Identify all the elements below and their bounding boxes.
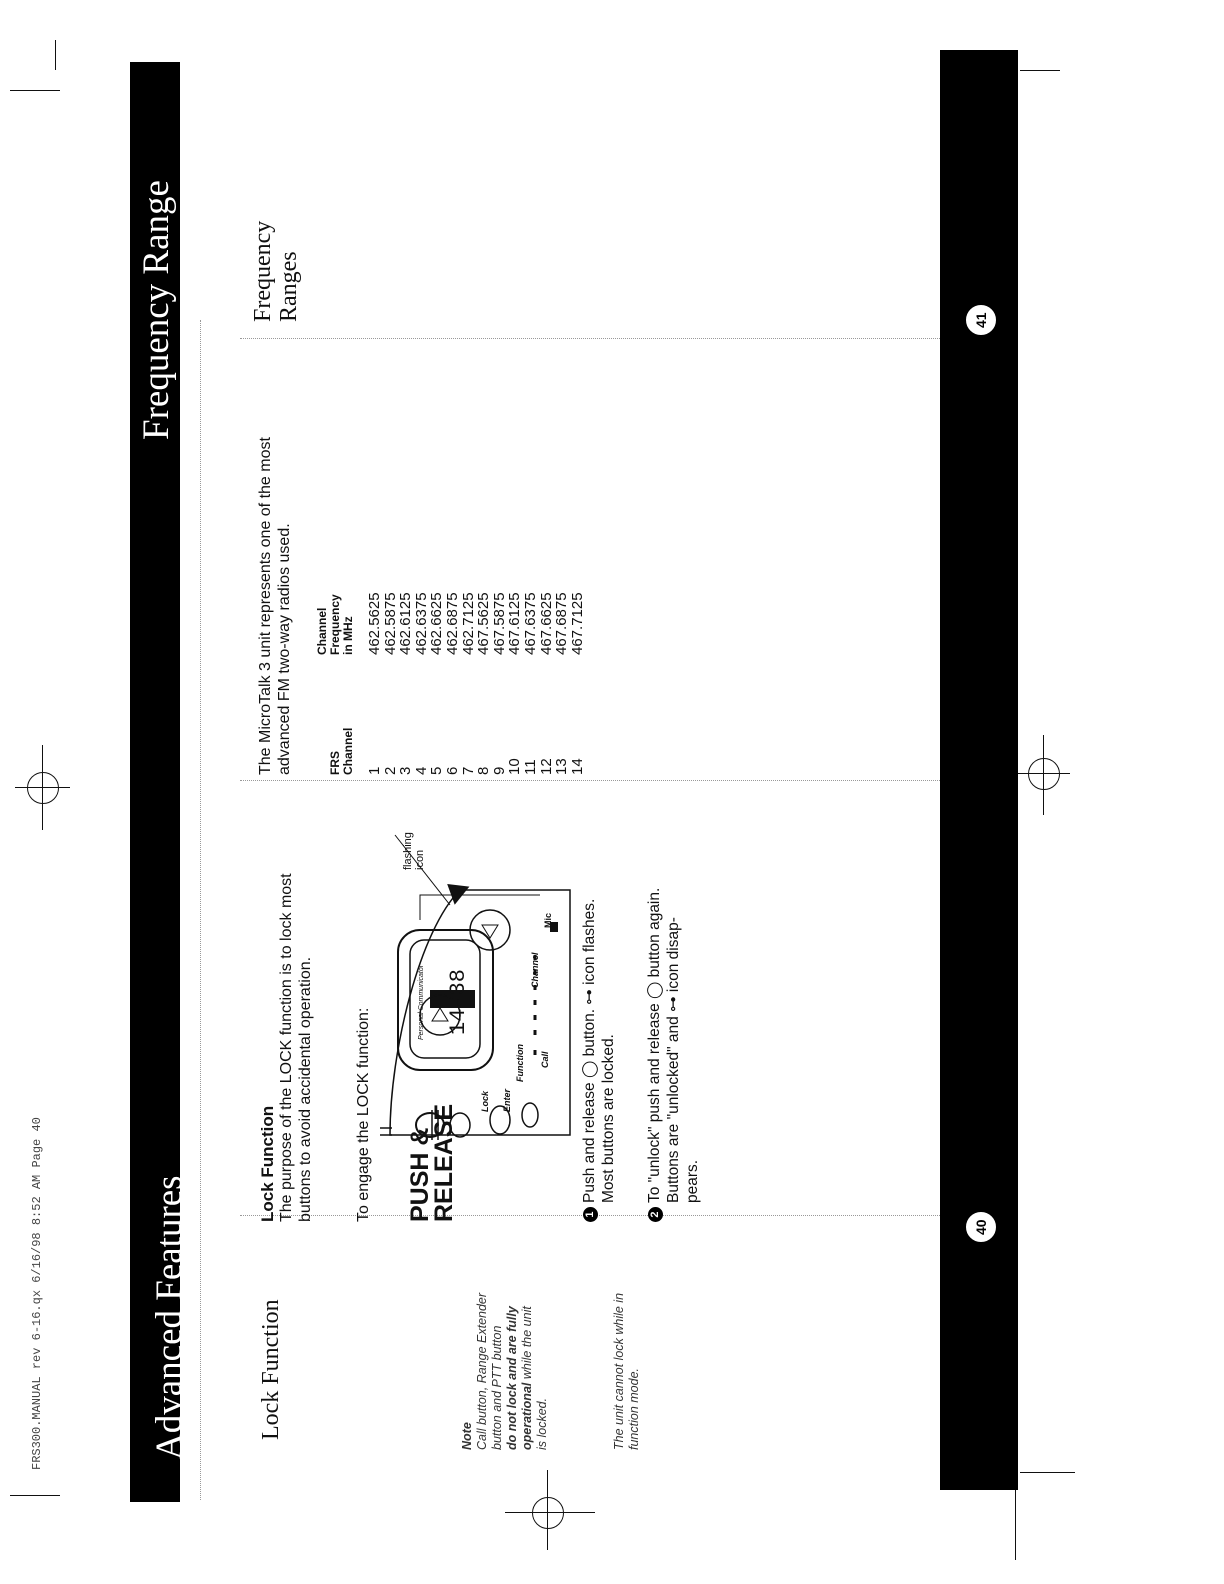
- intro-line: advanced FM two-way radios used.: [276, 523, 293, 775]
- step-line: To "unlock" push and release ◯ button again.: [646, 887, 663, 1203]
- table-cell: 462.6375: [412, 592, 430, 655]
- call-button-icon: [522, 1103, 538, 1127]
- table-cell: 462.7125: [459, 592, 477, 655]
- crop-mark: [10, 1495, 60, 1496]
- note-line: [520, 1293, 535, 1450]
- table-cell: 462.6625: [428, 592, 446, 655]
- table-cell: 14: [568, 758, 586, 775]
- step-line: Push and release ◯ button. ⊶ icon flashes.: [581, 898, 598, 1203]
- note-line: function mode.: [627, 1368, 641, 1450]
- icon-label: icon: [414, 849, 426, 870]
- lock-button-icon: [416, 1113, 444, 1137]
- right-footer-band: [940, 50, 1018, 1490]
- frequency-table: [316, 592, 585, 775]
- intro-line: The MicroTalk 3 unit represents one of the most: [257, 437, 274, 775]
- lock-function-body: [258, 873, 315, 1222]
- crop-mark: [1020, 1472, 1075, 1473]
- release-label: RELEASE: [430, 1103, 458, 1222]
- table-header-frequency: [316, 594, 355, 655]
- table-header-line: Frequency: [328, 594, 342, 655]
- step-line: Most buttons are locked.: [600, 1034, 617, 1203]
- registration-mark-icon: [27, 772, 59, 804]
- page-title-advanced-features: Advanced Features: [149, 1175, 190, 1460]
- table-cell: 1: [366, 766, 383, 775]
- heading-line: Ranges: [276, 251, 302, 322]
- page-number-40: 40: [964, 1210, 998, 1244]
- table-cell: 467.5625: [475, 592, 493, 655]
- divider: [240, 780, 940, 781]
- brand-label: Personal Communicator: [418, 964, 425, 1040]
- note-tail: while the unit: [520, 1306, 534, 1380]
- table-header-line: Channel: [315, 607, 329, 655]
- note-line: The unit cannot lock while in: [612, 1292, 626, 1450]
- registration-mark-icon: [532, 1497, 564, 1529]
- table-header-line: FRS: [328, 751, 342, 775]
- note-bold-line: do not lock and are fully: [505, 1306, 519, 1450]
- note-line: button and PTT button: [490, 1325, 504, 1450]
- crop-mark: [1015, 1490, 1016, 1560]
- section-heading-frequency-ranges: [250, 221, 302, 322]
- enter-button-label: Enter: [502, 1088, 512, 1112]
- intro-line: The purpose of the LOCK function is to lock most: [278, 873, 295, 1222]
- lock-function-subhead: Lock Function: [258, 1105, 277, 1222]
- table-header-line: Channel: [341, 727, 355, 775]
- note-line: Call button, Range Extender: [475, 1292, 489, 1450]
- crop-mark: [55, 40, 56, 70]
- table-cell: 462.5625: [366, 592, 383, 655]
- step-1-marker: [583, 1207, 598, 1222]
- flashing-icon-label: [402, 832, 426, 870]
- table-cell: 12: [537, 758, 555, 775]
- table-cell: 467.6875: [553, 592, 571, 655]
- table-cell: 3: [397, 766, 415, 775]
- intro-line: buttons to avoid accidental operation.: [297, 956, 314, 1222]
- page-title-frequency-range: Frequency Range: [136, 180, 177, 440]
- note-title: Note: [460, 1422, 474, 1450]
- registration-mark-icon: [1028, 758, 1060, 790]
- table-header-line: in MHz: [341, 616, 355, 655]
- table-cell: 462.6125: [397, 592, 415, 655]
- step-line: Buttons are "unlocked" and ⊶ icon disap-: [665, 917, 682, 1203]
- frequency-intro: [256, 437, 294, 775]
- step-2-marker: [648, 1207, 663, 1222]
- table-cell: 9: [490, 766, 508, 775]
- note-block: [460, 1293, 550, 1450]
- lock-button-label: Lock: [480, 1090, 490, 1112]
- divider: [200, 320, 201, 1500]
- crop-mark: [547, 1470, 548, 1550]
- note-block-2: [612, 1293, 642, 1450]
- table-header-frs-channel: [329, 655, 355, 775]
- lcd-display: 14-38: [446, 968, 471, 1035]
- note-bold-word: operational: [520, 1382, 534, 1450]
- slug-line: FRS300.MANUAL rev 6-16.qx 6/16/98 8:52 AM Page 40: [30, 1117, 44, 1470]
- crop-mark: [505, 1512, 595, 1513]
- table-cell: 11: [521, 759, 539, 775]
- crop-mark: [1010, 773, 1070, 774]
- crop-mark: [1020, 70, 1060, 71]
- channel-label: Channel: [530, 952, 540, 988]
- call-button-label: Call: [540, 1051, 550, 1068]
- crop-mark: [10, 90, 60, 91]
- note-line: is locked.: [535, 1397, 549, 1450]
- push-label: PUSH &: [406, 1127, 434, 1222]
- step-2-text: [645, 888, 702, 1203]
- frequency-column: [367, 592, 585, 655]
- table-cell: 13: [553, 758, 571, 775]
- section-heading-lock-function: Lock Function: [258, 1299, 284, 1440]
- crop-mark: [15, 787, 70, 788]
- table-cell: 462.6875: [443, 592, 461, 655]
- table-cell: 7: [459, 766, 477, 775]
- table-cell: 467.6125: [506, 592, 524, 655]
- crop-mark: [1043, 735, 1044, 815]
- step-number: 2: [649, 1211, 661, 1218]
- function-button-label: Function: [515, 1044, 525, 1082]
- channel-column: [367, 655, 585, 775]
- divider: [240, 338, 940, 339]
- table-cell: 6: [443, 766, 461, 775]
- table-cell: 5: [428, 766, 446, 775]
- flashing-label: flashing: [402, 832, 414, 870]
- table-cell: 467.6625: [537, 592, 555, 655]
- heading-line: Frequency: [250, 220, 276, 322]
- table-cell: 467.6375: [521, 592, 539, 655]
- page-number-41: 41: [964, 303, 998, 337]
- step-line: pears.: [684, 1159, 701, 1203]
- enter-button-icon: [450, 1113, 470, 1137]
- table-cell: 8: [475, 766, 493, 775]
- table-cell: 462.5875: [381, 592, 399, 655]
- table-cell: 467.7125: [568, 592, 586, 655]
- step-1-text: [580, 899, 618, 1203]
- engage-text: To engage the LOCK function:: [355, 1007, 372, 1222]
- mic-label: Mic: [543, 912, 553, 928]
- table-cell: 467.5875: [490, 592, 508, 655]
- table-cell: 2: [381, 766, 399, 775]
- table-cell: 4: [412, 766, 430, 775]
- step-number: 1: [584, 1211, 596, 1218]
- table-cell: 10: [506, 758, 524, 775]
